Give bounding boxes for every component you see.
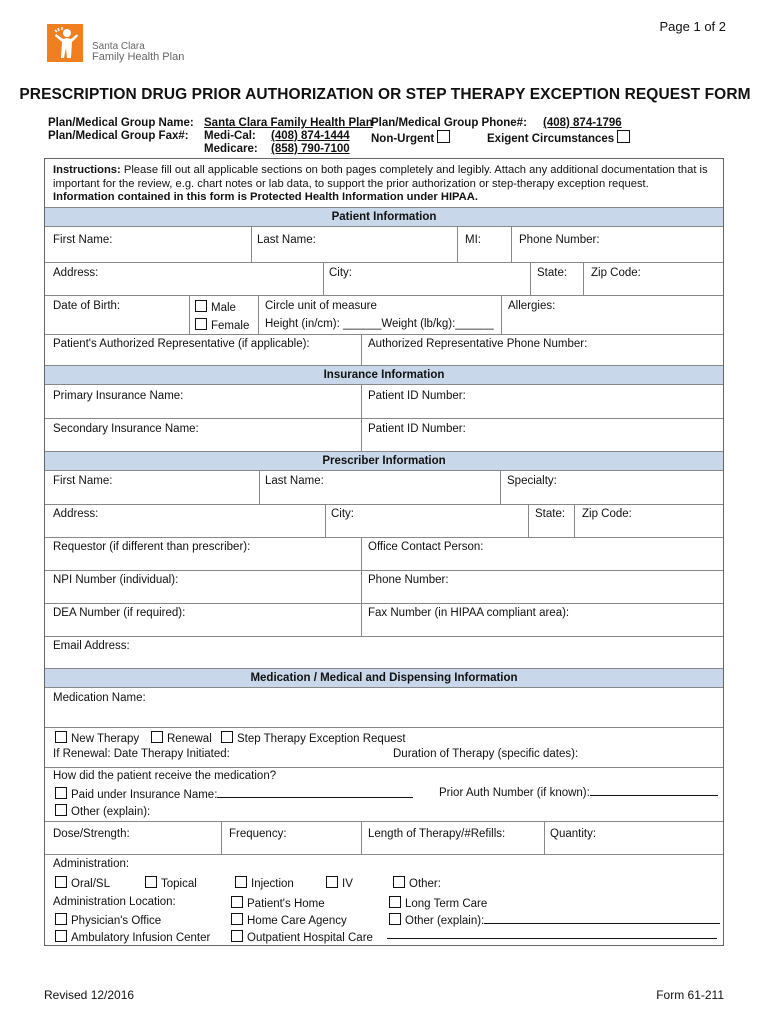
patient-home-option[interactable]: Patient's Home: [231, 896, 325, 910]
home-care-checkbox[interactable]: [231, 913, 243, 925]
other-location-option[interactable]: Other (explain):: [389, 913, 720, 927]
medicare-value: (858) 790-7100: [271, 143, 350, 155]
patient-dob-field[interactable]: Date of Birth:: [53, 300, 121, 312]
page-title: PRESCRIPTION DRUG PRIOR AUTHORIZATION OR STEP THERAPY EXCEPTION REQUEST FORM: [19, 86, 751, 103]
prescriber-specialty-field[interactable]: Specialty:: [507, 475, 557, 487]
page-number: Page 1 of 2: [659, 19, 726, 34]
physician-office-checkbox[interactable]: [55, 913, 67, 925]
admin-location-label: Administration Location:: [53, 896, 176, 908]
patient-info-heading: Patient Information: [45, 207, 723, 227]
dea-number-field[interactable]: DEA Number (if required):: [53, 607, 186, 619]
renewal-date-field[interactable]: If Renewal: Date Therapy Initiated:: [53, 748, 230, 760]
length-refills-field[interactable]: Length of Therapy/#Refills:: [368, 828, 506, 840]
logo-icon: [47, 24, 83, 62]
request-form: [44, 158, 724, 946]
paid-insurance-option[interactable]: Paid under Insurance Name:: [55, 787, 413, 801]
long-term-care-option[interactable]: Long Term Care: [389, 896, 487, 910]
group-name-label: Plan/Medical Group Name:: [48, 117, 194, 129]
group-phone-label: Plan/Medical Group Phone#:: [371, 117, 527, 129]
prescriber-address-field[interactable]: Address:: [53, 508, 99, 520]
duration-field[interactable]: Duration of Therapy (specific dates):: [393, 748, 579, 760]
quantity-field[interactable]: Quantity:: [550, 828, 597, 840]
patient-home-checkbox[interactable]: [231, 896, 243, 908]
authorized-rep-phone-field[interactable]: Authorized Representative Phone Number:: [368, 338, 588, 350]
injection-checkbox[interactable]: [235, 876, 247, 888]
patient-mi-field[interactable]: MI:: [465, 234, 481, 246]
long-term-care-checkbox[interactable]: [389, 896, 401, 908]
email-field[interactable]: Email Address:: [53, 640, 130, 652]
non-urgent-option[interactable]: Non-Urgent: [371, 130, 454, 145]
other-received-checkbox[interactable]: [55, 804, 67, 816]
npi-number-field[interactable]: NPI Number (individual):: [53, 574, 179, 586]
circle-unit-label: Circle unit of measure: [265, 300, 377, 312]
iv-option[interactable]: IV: [326, 876, 353, 890]
prescriber-city-field[interactable]: City:: [331, 508, 354, 520]
other-location-line[interactable]: [387, 930, 717, 942]
new-therapy-option[interactable]: New Therapy: [55, 731, 139, 745]
patient-state-field[interactable]: State:: [537, 267, 568, 279]
non-urgent-checkbox[interactable]: [437, 130, 450, 143]
authorized-rep-field[interactable]: Patient's Authorized Representative (if applicable):: [53, 338, 310, 350]
instructions: Instructions: Please fill out all applicable sections on both pages completely and legibly. Attach any additional documentation that is important for the review, e.g. chart notes or lab data, to support the prior authorization or step-therapy exception request. Information contained in this form is Protected Health Information under HIPAA.: [53, 164, 708, 203]
medical-value: (408) 874-1444: [271, 130, 350, 142]
ambulatory-checkbox[interactable]: [55, 930, 67, 942]
exigent-option[interactable]: Exigent Circumstances: [487, 130, 634, 145]
prescriber-first-name-field[interactable]: First Name:: [53, 475, 113, 487]
prior-auth-field[interactable]: Prior Auth Number (if known):: [439, 787, 718, 799]
injection-option[interactable]: Injection: [235, 876, 294, 890]
requestor-field[interactable]: Requestor (if different than prescriber):: [53, 541, 251, 553]
patient-first-name-field[interactable]: First Name:: [53, 234, 113, 246]
exigent-checkbox[interactable]: [617, 130, 630, 143]
topical-checkbox[interactable]: [145, 876, 157, 888]
new-therapy-checkbox[interactable]: [55, 731, 67, 743]
prescriber-state-field[interactable]: State:: [535, 508, 566, 520]
group-phone-value: (408) 874-1796: [543, 117, 622, 129]
female-checkbox[interactable]: [195, 318, 207, 330]
male-checkbox[interactable]: [195, 300, 207, 312]
patient-id-primary-field[interactable]: Patient ID Number:: [368, 390, 466, 402]
home-care-option[interactable]: Home Care Agency: [231, 913, 347, 927]
patient-phone-field[interactable]: Phone Number:: [519, 234, 600, 246]
other-admin-option[interactable]: Other:: [393, 876, 441, 890]
patient-last-name-field[interactable]: Last Name:: [257, 234, 316, 246]
administration-label: Administration:: [53, 858, 130, 870]
step-therapy-option[interactable]: Step Therapy Exception Request: [221, 731, 406, 745]
male-option[interactable]: Male: [195, 300, 236, 314]
female-option[interactable]: Female: [195, 318, 249, 332]
revised-date: Revised 12/2016: [44, 988, 135, 1002]
office-contact-field[interactable]: Office Contact Person:: [368, 541, 484, 553]
topical-option[interactable]: Topical: [145, 876, 197, 890]
step-therapy-checkbox[interactable]: [221, 731, 233, 743]
secondary-insurance-field[interactable]: Secondary Insurance Name:: [53, 423, 199, 435]
insurance-info-heading: Insurance Information: [45, 365, 723, 385]
oral-option[interactable]: Oral/SL: [55, 876, 110, 890]
renewal-option[interactable]: Renewal: [151, 731, 212, 745]
frequency-field[interactable]: Frequency:: [229, 828, 287, 840]
iv-checkbox[interactable]: [326, 876, 338, 888]
ambulatory-option[interactable]: Ambulatory Infusion Center: [55, 930, 210, 944]
physician-office-option[interactable]: Physician's Office: [55, 913, 161, 927]
dose-field[interactable]: Dose/Strength:: [53, 828, 130, 840]
fax-number-field[interactable]: Fax Number (in HIPAA compliant area):: [368, 607, 570, 619]
medicare-label: Medicare:: [204, 143, 258, 155]
height-weight-field[interactable]: Height (in/cm): ______Weight (lb/kg):______: [265, 318, 494, 330]
outpatient-option[interactable]: Outpatient Hospital Care: [231, 930, 373, 944]
primary-insurance-field[interactable]: Primary Insurance Name:: [53, 390, 184, 402]
other-admin-checkbox[interactable]: [393, 876, 405, 888]
medication-name-field[interactable]: Medication Name:: [53, 692, 146, 704]
medical-label: Medi-Cal:: [204, 130, 256, 142]
how-received-label: How did the patient receive the medication?: [53, 770, 277, 782]
renewal-checkbox[interactable]: [151, 731, 163, 743]
outpatient-checkbox[interactable]: [231, 930, 243, 942]
paid-insurance-checkbox[interactable]: [55, 787, 67, 799]
prescriber-zip-field[interactable]: Zip Code:: [582, 508, 632, 520]
patient-city-field[interactable]: City:: [329, 267, 352, 279]
prescriber-phone-field[interactable]: Phone Number:: [368, 574, 449, 586]
patient-zip-field[interactable]: Zip Code:: [591, 267, 641, 279]
patient-address-field[interactable]: Address:: [53, 267, 99, 279]
other-received-option[interactable]: Other (explain):: [55, 804, 150, 818]
logo-text: Santa Clara Family Health Plan: [92, 41, 185, 63]
medication-info-heading: Medication / Medical and Dispensing Information: [45, 668, 723, 688]
oral-checkbox[interactable]: [55, 876, 67, 888]
group-name-value: Santa Clara Family Health Plan: [204, 117, 373, 129]
prescriber-info-heading: Prescriber Information: [45, 451, 723, 471]
prescriber-last-name-field[interactable]: Last Name:: [265, 475, 324, 487]
other-location-checkbox[interactable]: [389, 913, 401, 925]
form-number: Form 61-211: [656, 988, 724, 1002]
allergies-field[interactable]: Allergies:: [508, 300, 556, 312]
patient-id-secondary-field[interactable]: Patient ID Number:: [368, 423, 466, 435]
group-fax-label: Plan/Medical Group Fax#:: [48, 130, 189, 142]
